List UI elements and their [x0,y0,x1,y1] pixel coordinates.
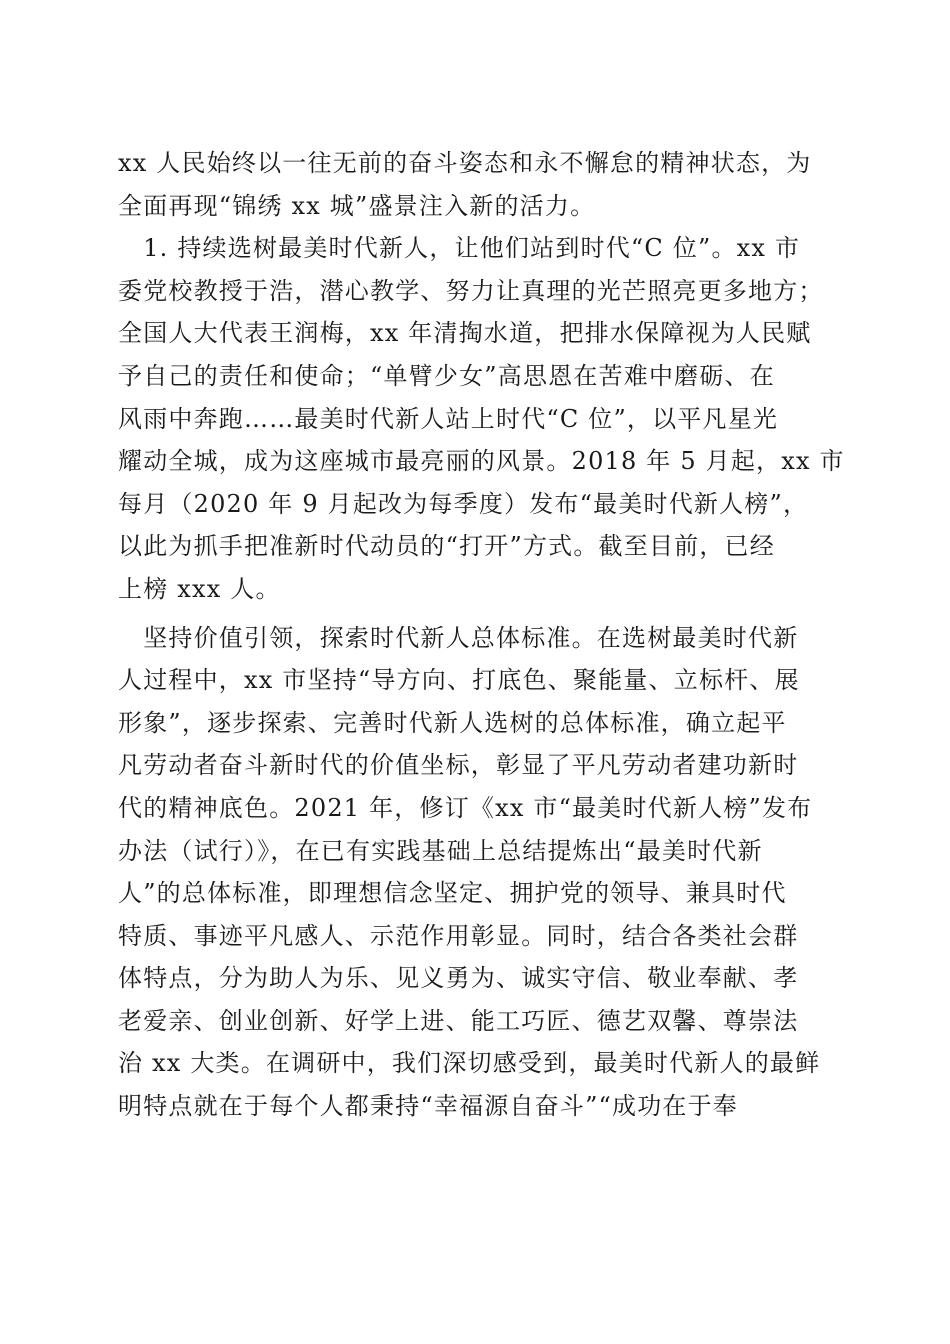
document-body [118,142,845,1128]
text-line: 全面再现“锦绣 xx 城”盛景注入新的活力。 [118,191,596,220]
text-line: 办法（试行）》，在已有实践基础上总结提炼出“最美时代新 [118,836,763,865]
text-line: 以此为抓手把准新时代动员的“打开”方式。截至目前，已经 [118,532,775,561]
text-line: 体特点，分为助人为乐、见义勇为、诚实守信、敬业奉献、孝 [118,964,799,993]
text-line: 明特点就在于每个人都秉持“幸福源自奋斗”“成功在于奉 [118,1092,739,1121]
text-line: 坚持价值引领，探索时代新人总体标准。在选树最美时代新 [118,623,799,652]
text-line: 特质、事迹平凡感人、示范作用彰显。同时，结合各类社会群 [118,921,799,950]
text-line: 代的精神底色。2021 年，修订《xx 市“最美时代新人榜”发布 [118,793,813,822]
paragraph-intro [118,142,830,227]
text-line: 予自己的责任和使命；“单臂少女”高思恩在苦难中磨砺、在 [118,361,775,390]
text-line: 上榜 xxx 人。 [118,574,281,603]
text-line: 耀动全城，成为这座城市最亮丽的风景。2018 年 5 月起，xx 市 [118,447,845,476]
text-line: 人过程中，xx 市坚持“导方向、打底色、聚能量、立标杆、展 [118,666,800,695]
text-line: 委党校教授于浩，潜心教学、努力让真理的光芒照亮更多地方； [118,276,824,305]
text-line: xx 人民始终以一往无前的奋斗姿态和永不懈怠的精神状态，为 [118,149,812,177]
text-line: 人”的总体标准，即理想信念坚定、拥护党的领导、兼具时代 [118,879,787,908]
text-line: 治 xx 大类。在调研中，我们深切感受到，最美时代新人的最鲜 [118,1049,821,1078]
text-line: 凡劳动者奋斗新时代的价值坐标，彰显了平凡劳动者建功新时 [118,751,799,780]
text-line: 全国人大代表王润梅，xx 年清掏水道，把排水保障视为人民赋 [118,319,812,348]
text-line: 风雨中奔跑……最美时代新人站上时代“C 位”，以平凡星光 [118,404,779,433]
paragraph-section-1 [118,227,845,610]
text-line: 每月（2020 年 9 月起改为每季度）发布“最美时代新人榜”， [118,489,809,518]
text-line: 老爱亲、创业创新、好学上进、能工巧匠、德艺双馨、尊崇法 [118,1006,799,1035]
paragraph-value-guidance [118,617,830,1128]
section-heading-line: 1. 持续选树最美时代新人，让他们站到时代“C 位”。xx 市 [118,234,801,263]
text-line: 形象”，逐步探索、完善时代新人选树的总体标准，确立起平 [118,708,787,737]
